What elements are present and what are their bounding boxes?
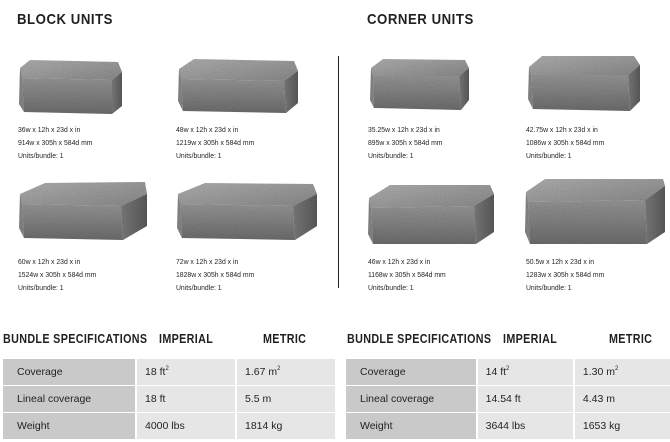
block-unit-72-image	[175, 180, 321, 244]
spec-label: Weight	[3, 413, 136, 440]
spec-label: Weight	[346, 413, 477, 440]
block-unit-48-caption: 48w x 12h x 23d x in 1219w x 305h x 584d mm Units/bundle: 1	[176, 125, 255, 160]
spec-label: Coverage	[3, 359, 136, 386]
corner-unit-35-image	[369, 56, 471, 112]
table-row	[3, 359, 335, 386]
table-row	[346, 386, 670, 413]
corner-unit-46-caption: 46w x 12h x 23d x in 1168w x 305h x 584d mm Units/bundle: 1	[368, 257, 446, 292]
spec-label: Lineal coverage	[346, 386, 477, 413]
table-row	[346, 413, 670, 440]
table-row	[3, 386, 335, 413]
spec-imperial-value: 14.54 ft	[477, 386, 574, 413]
spec-imperial-value: 18 $ft^2$	[136, 359, 236, 386]
table-row	[3, 413, 335, 440]
block-unit-36-image	[18, 58, 124, 116]
spec-metric-value: 5.5 m	[236, 386, 335, 413]
corner-unit-42-caption: 42.75w x 12h x 23d x in 1086w x 305h x 584d mm Units/bundle: 1	[526, 125, 605, 160]
corner-unit-35-caption: 35.25w x 12h x 23d x in 895w x 305h x 584d mm Units/bundle: 1	[368, 125, 443, 160]
spec-metric-value: 1653 kg	[574, 413, 670, 440]
block-bundle-spec-table	[3, 359, 335, 440]
corner-unit-42-image	[526, 53, 642, 113]
corner-imperial-heading: IMPERIAL	[503, 332, 558, 346]
spec-metric-value: 4.43 m	[574, 386, 670, 413]
spec-imperial-value: 18 ft	[136, 386, 236, 413]
spec-imperial-value: 14 $ft^2$	[477, 359, 574, 386]
block-unit-48-image	[176, 57, 300, 115]
block-bundle-spec-heading: BUNDLE SPECIFICATIONS	[3, 332, 148, 346]
corner-metric-heading: METRIC	[609, 332, 653, 346]
block-unit-72-caption: 72w x 12h x 23d x in 1828w x 305h x 584d mm Units/bundle: 1	[176, 257, 255, 292]
corner-unit-50-caption: 50.5w x 12h x 23d x in 1283w x 305h x 584d mm Units/bundle: 1	[526, 257, 605, 292]
section-divider	[338, 56, 339, 288]
table-row	[346, 359, 670, 386]
block-unit-36-caption: 36w x 12h x 23d x in 914w x 305h x 584d mm Units/bundle: 1	[18, 125, 93, 160]
spec-metric-value: 1814 kg	[236, 413, 335, 440]
spec-label: Lineal coverage	[3, 386, 136, 413]
block-unit-60-caption: 60w x 12h x 23d x in 1524w x 305h x 584d mm Units/bundle: 1	[18, 257, 97, 292]
spec-imperial-value: 4000 lbs	[136, 413, 236, 440]
corner-unit-50-image	[523, 176, 667, 248]
spec-label: Coverage	[346, 359, 477, 386]
block-metric-heading: METRIC	[263, 332, 307, 346]
corner-bundle-spec-heading: BUNDLE SPECIFICATIONS	[347, 332, 492, 346]
corner-unit-46-image	[366, 182, 496, 248]
corner-bundle-spec-table	[346, 359, 670, 440]
spec-metric-value: 1.30 $m^2$	[574, 359, 670, 386]
block-units-title: BLOCK UNITS	[17, 11, 114, 28]
corner-units-title: CORNER UNITS	[367, 11, 474, 28]
spec-imperial-value: 3644 lbs	[477, 413, 574, 440]
spec-metric-value: 1.67 $m^2$	[236, 359, 335, 386]
block-unit-60-image	[17, 180, 149, 244]
block-imperial-heading: IMPERIAL	[159, 332, 214, 346]
